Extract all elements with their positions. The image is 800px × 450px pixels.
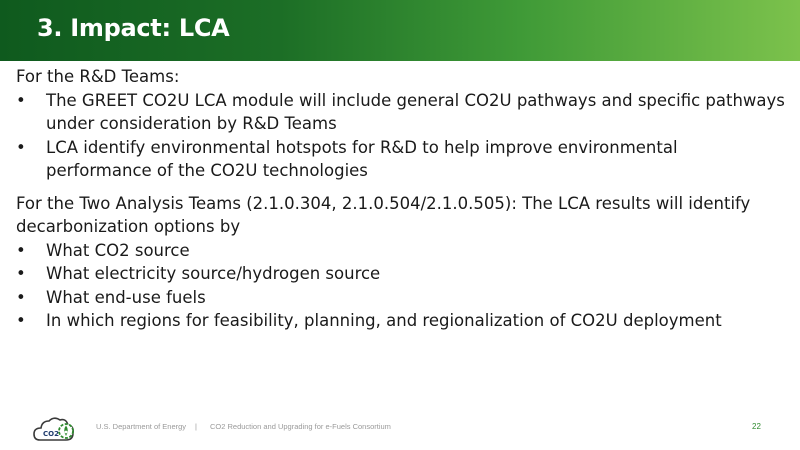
bullet-icon: • bbox=[16, 240, 26, 260]
title-bar bbox=[0, 0, 800, 61]
bullet-icon: • bbox=[16, 90, 26, 110]
svg-text:CO2: CO2 bbox=[43, 430, 59, 438]
page-number: 22 bbox=[752, 422, 761, 431]
bullet-icon: • bbox=[16, 264, 26, 283]
bullet-icon: • bbox=[16, 311, 26, 330]
co2-cloud-logo-icon bbox=[32, 412, 82, 448]
footer-separator: | bbox=[195, 422, 197, 431]
bullet-icon: • bbox=[16, 137, 26, 157]
list-item: • What end-use fuels bbox=[16, 286, 786, 310]
analysis-teams-paragraph bbox=[16, 192, 786, 239]
slide-title: 3. Impact: LCA bbox=[37, 14, 230, 42]
list-item: • The GREET CO2U LCA module will include general CO2U pathways and specific pathways under consideration by R&D Teams bbox=[16, 90, 785, 133]
footer-org: U.S. Department of Energy bbox=[96, 422, 187, 431]
list-item: • What electricity source/hydrogen source bbox=[16, 262, 786, 286]
bullet-icon: • bbox=[16, 287, 26, 307]
analysis-teams-intro: : The LCA results will identify decarbonization options by bbox=[16, 193, 751, 236]
list-item: • LCA identify environmental hotspots for R&D to help improve environmental performance of the CO2U technologies bbox=[16, 137, 678, 180]
analysis-teams-heading: For the Two Analysis Teams (2.1.0.304, 2.1.0.504/2.1.0.505) bbox=[16, 193, 512, 213]
rd-teams-heading: For the R&D Teams: bbox=[16, 67, 180, 86]
list-item: • In which regions for feasibility, planning, and regionalization of CO2U deployment bbox=[16, 309, 786, 333]
footer-consortium: CO2 Reduction and Upgrading for e-Fuels Consortium bbox=[210, 422, 391, 431]
list-item: • What CO2 source bbox=[16, 239, 786, 263]
slide-body bbox=[16, 65, 786, 333]
slide-footer bbox=[0, 408, 800, 450]
analysis-options-list bbox=[16, 239, 786, 333]
rd-teams-list bbox=[16, 89, 786, 183]
